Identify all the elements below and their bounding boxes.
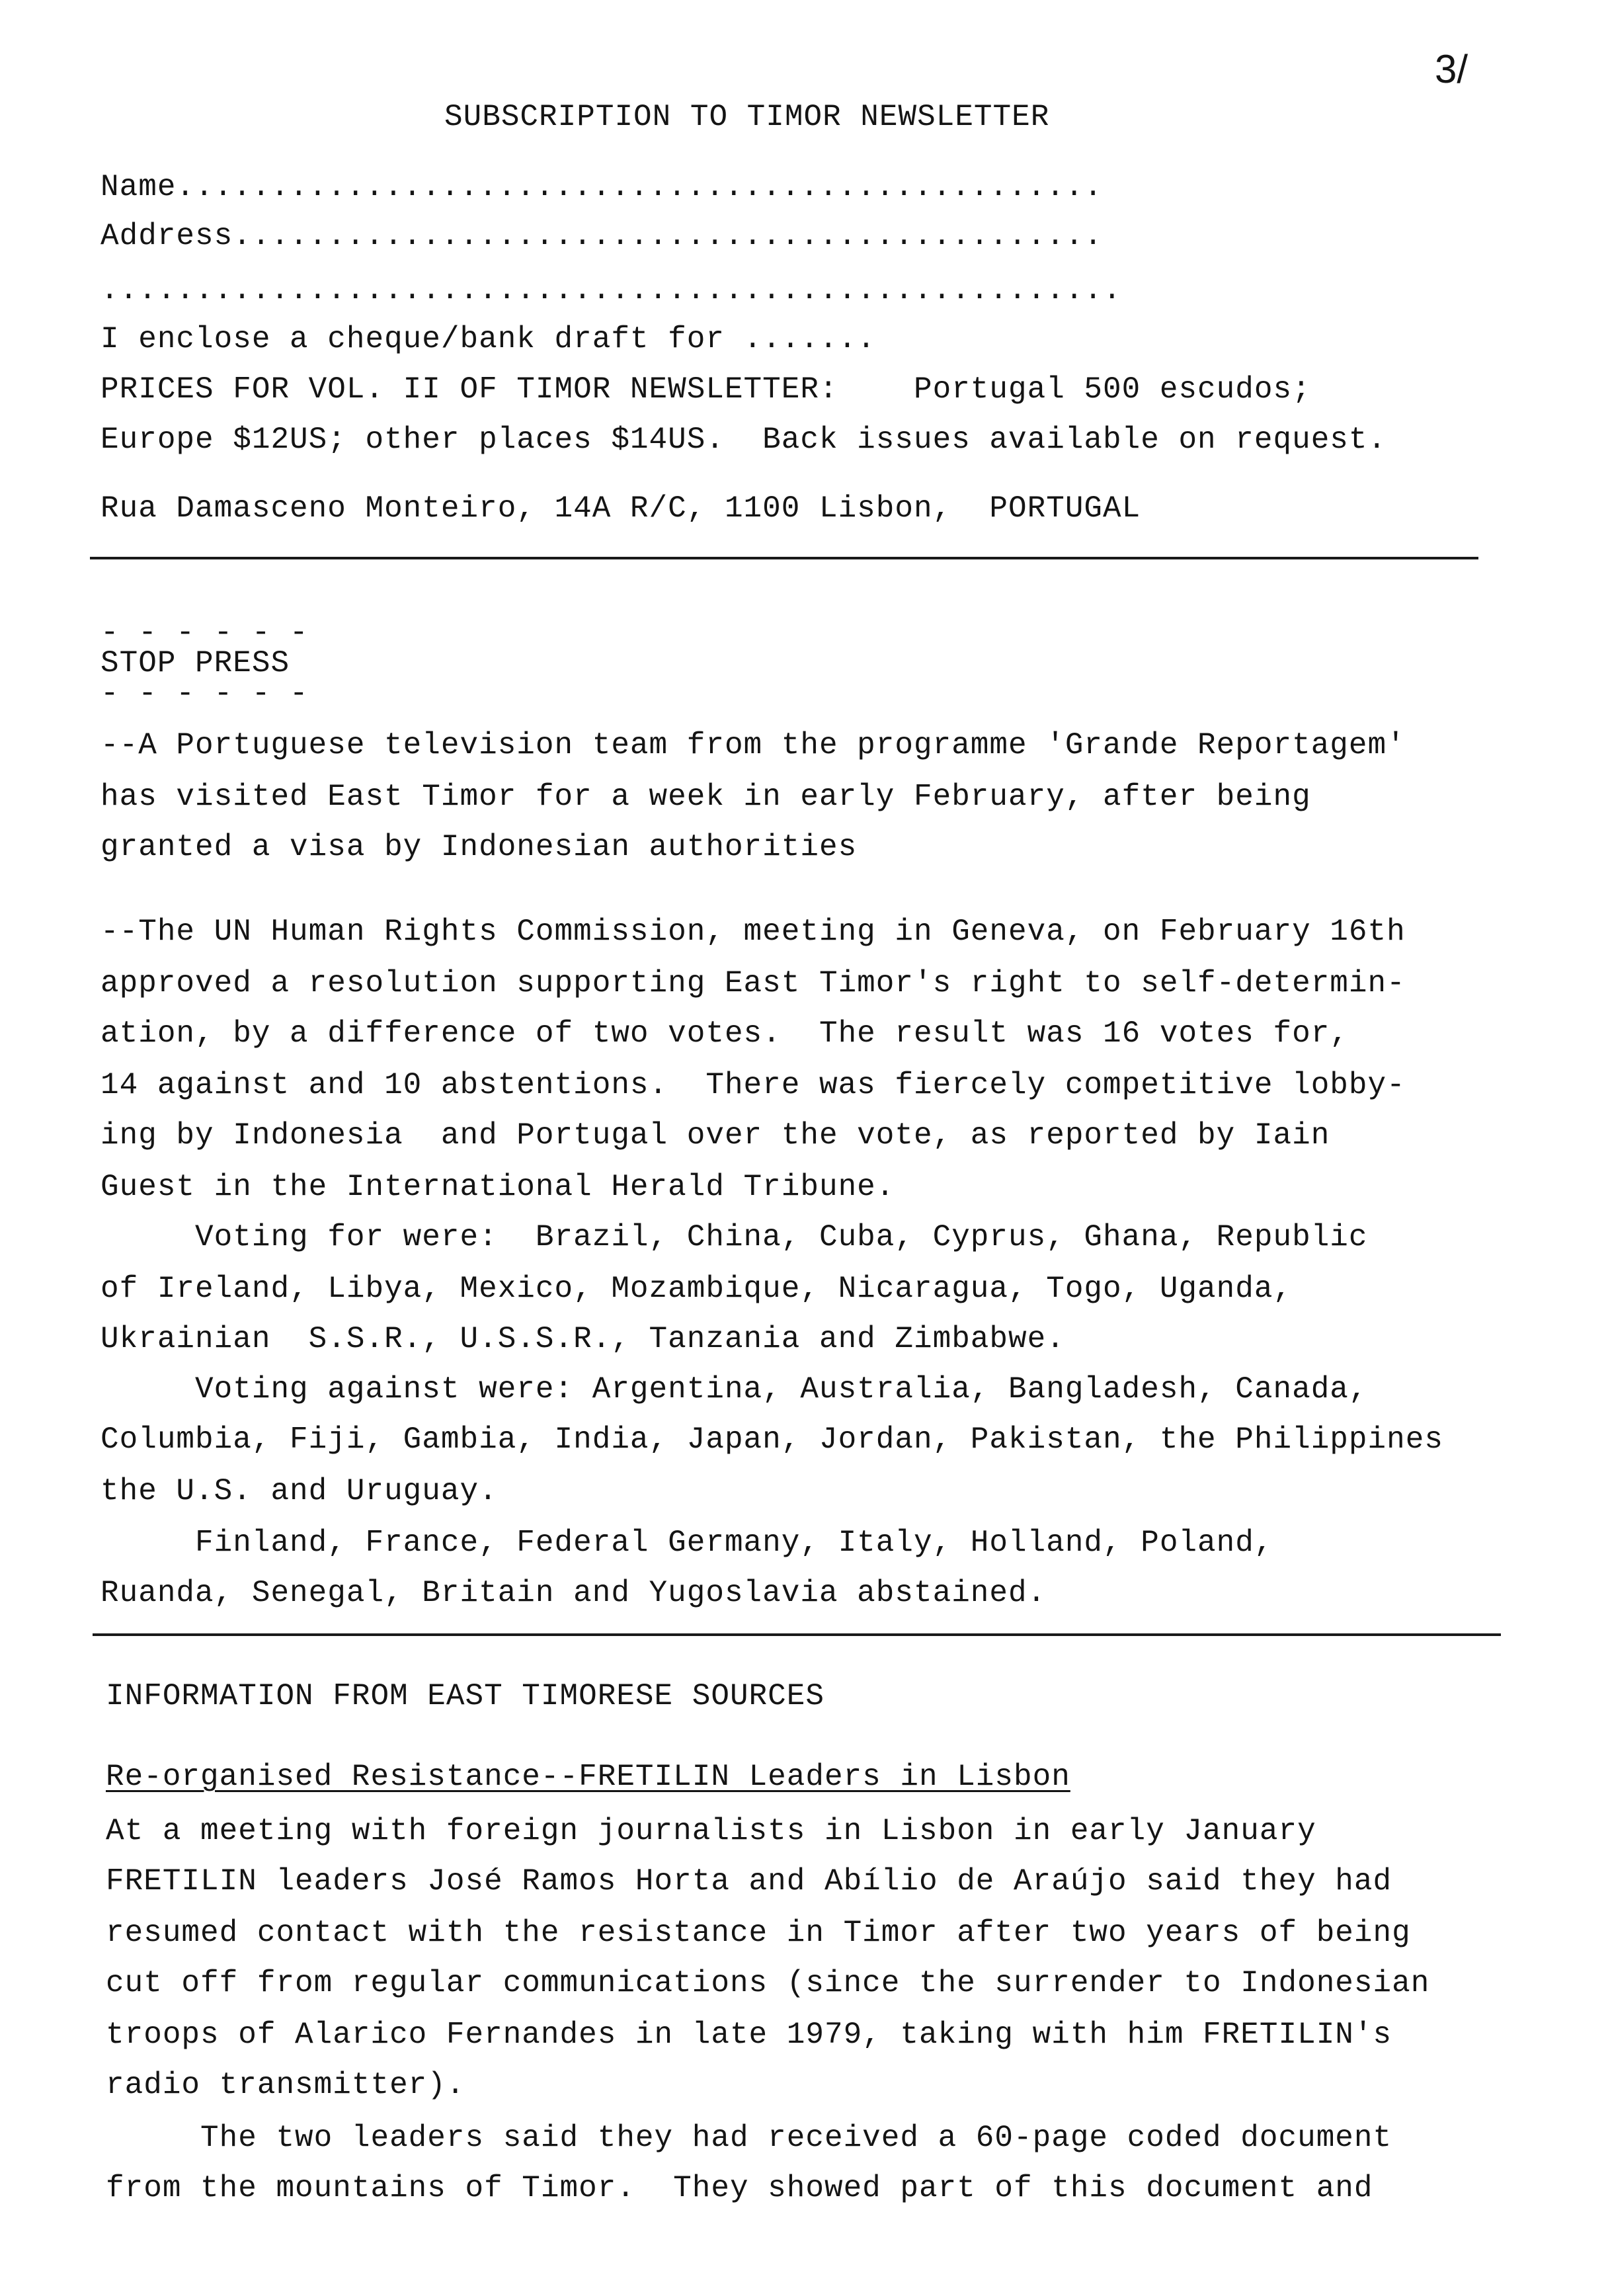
stop-press-line: granted a visa by Indonesian authorities bbox=[100, 830, 858, 864]
article-line: radio transmitter). bbox=[106, 2068, 465, 2102]
article-subheading: Re-organised Resistance--FRETILIN Leaders in Lisbon bbox=[106, 1760, 1070, 1794]
article-line: cut off from regular communications (since the surrender to Indonesian bbox=[106, 1966, 1430, 2000]
stop-press-line: Ukrainian S.S.R., U.S.S.R., Tanzania and Zimbabwe. bbox=[100, 1322, 1065, 1356]
article-line: troops of Alarico Fernandes in late 1979, taking with him FRETILIN's bbox=[106, 2018, 1392, 2052]
stop-press-line: Voting for were: Brazil, China, Cuba, Cyprus, Ghana, Republic bbox=[100, 1220, 1368, 1254]
prices-line: PRICES FOR VOL. II OF TIMOR NEWSLETTER: Portugal 500 escudos; bbox=[100, 372, 1311, 407]
stop-press-line: the U.S. and Uruguay. bbox=[100, 1474, 498, 1508]
stop-press-line: Ruanda, Senegal, Britain and Yugoslavia abstained. bbox=[100, 1576, 1047, 1610]
article-line: resumed contact with the resistance in Timor after two years of being bbox=[106, 1916, 1411, 1950]
article-line: At a meeting with foreign journalists in Lisbon in early January bbox=[106, 1814, 1316, 1848]
stop-press-line: Columbia, Fiji, Gambia, India, Japan, Jordan, Pakistan, the Philippines bbox=[100, 1422, 1443, 1457]
address-blank-line: ...................................................... bbox=[100, 273, 1122, 308]
page-number: 3/ bbox=[1435, 47, 1468, 91]
stop-press-line: Voting against were: Argentina, Australia, Bangladesh, Canada, bbox=[100, 1372, 1368, 1407]
stop-press-line: ing by Indonesia and Portugal over the vote, as reported by Iain bbox=[100, 1118, 1330, 1153]
name-field-line: Name................................................. bbox=[100, 170, 1104, 204]
enclose-line: I enclose a cheque/bank draft for ....... bbox=[100, 322, 876, 356]
europe-prices-line: Europe $12US; other places $14US. Back issues available on request. bbox=[100, 423, 1387, 457]
stop-press-line: 14 against and 10 abstentions. There was fiercely competitive lobby- bbox=[100, 1068, 1406, 1102]
divider-rule bbox=[90, 557, 1478, 559]
stop-press-line: of Ireland, Libya, Mexico, Mozambique, Nicaragua, Togo, Uganda, bbox=[100, 1272, 1293, 1306]
stop-press-line: --The UN Human Rights Commission, meeting in Geneva, on February 16th bbox=[100, 915, 1406, 949]
stop-press-line: ation, by a difference of two votes. The result was 16 votes for, bbox=[100, 1016, 1349, 1051]
subscription-title: SUBSCRIPTION TO TIMOR NEWSLETTER bbox=[444, 100, 1050, 134]
article-line: FRETILIN leaders José Ramos Horta and Abílio de Araújo said they had bbox=[106, 1864, 1392, 1899]
address-field-line: Address.............................................. bbox=[100, 219, 1104, 253]
information-heading: INFORMATION FROM EAST TIMORESE SOURCES bbox=[106, 1679, 824, 1713]
article-line: from the mountains of Timor. They showed part of this document and bbox=[106, 2171, 1373, 2205]
stop-press-line: has visited East Timor for a week in early February, after being bbox=[100, 780, 1311, 814]
divider-rule bbox=[93, 1633, 1501, 1636]
stop-press-line: Finland, France, Federal Germany, Italy, Holland, Poland, bbox=[100, 1526, 1273, 1560]
stop-press-heading: STOP PRESS bbox=[100, 646, 290, 680]
stop-press-line: --A Portuguese television team from the programme 'Grande Reportagem' bbox=[100, 728, 1406, 762]
stop-press-dashes-top: - - - - - - bbox=[100, 616, 309, 650]
mailing-address: Rua Damasceno Monteiro, 14A R/C, 1100 Lisbon, PORTUGAL bbox=[100, 491, 1141, 526]
stop-press-line: Guest in the International Herald Tribune. bbox=[100, 1170, 895, 1204]
stop-press-line: approved a resolution supporting East Timor's right to self-determin- bbox=[100, 966, 1406, 1001]
article-line: The two leaders said they had received a 60-page coded document bbox=[106, 2121, 1392, 2155]
stop-press-dashes-bottom: - - - - - - bbox=[100, 676, 309, 711]
